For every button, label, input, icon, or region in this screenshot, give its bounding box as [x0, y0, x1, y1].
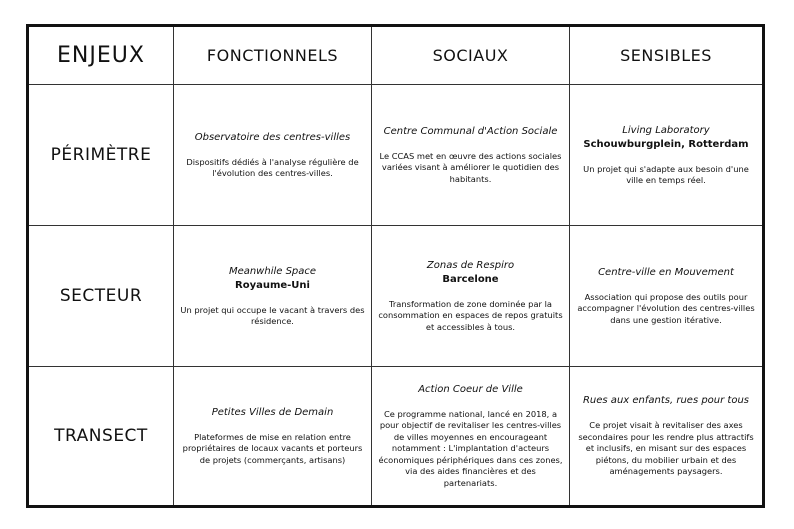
cell-title-text: Action Coeur de Ville [418, 383, 523, 395]
cell-subtitle: Barcelone [442, 273, 499, 285]
cell-title [583, 394, 749, 408]
cell-title-text: Living Laboratory [622, 124, 710, 136]
cell-description: Un projet qui occupe le vacant à travers des résidence. [180, 304, 365, 326]
cell-description: Transformation de zone dominée par la consommation en espaces de repos gratuits et accessibles à tous. [378, 298, 563, 332]
cell-description: Ce projet visait à revitaliser des axes secondaires pour les rendre plus attractifs et inclusifs, en misant sur des espaces piétons, du mobilier urbain et des aménagements paysagers. [578, 420, 754, 477]
cell-subtitle: Schouwburgplein, Rotterdam [583, 138, 749, 150]
table-cell [570, 85, 762, 226]
cell-title [598, 266, 734, 280]
cell-title [229, 265, 316, 293]
cell-title [195, 131, 351, 145]
table-cell [174, 85, 372, 226]
cell-description: Ce programme national, lancé en 2018, a pour objectif de revitaliser les centres-villes de villes moyennes en encourageant notamment : L'implantation d'acteurs économiques périphériques dans ces zones, via des aides financières et des partenariats. [378, 408, 563, 488]
table-cell [174, 367, 372, 505]
corner-header: ENJEUX [29, 27, 174, 85]
cell-title [418, 383, 523, 397]
table-cell [174, 226, 372, 367]
cell-description: Le CCAS met en œuvre des actions sociales variées visant à améliorer le quotidien des habitants. [379, 150, 562, 184]
table-cell [570, 367, 762, 505]
table-cell [372, 367, 570, 505]
enjeux-table [26, 24, 765, 508]
cell-title-text: Observatoire des centres-villes [194, 131, 351, 143]
cell-title-text: Centre-ville en Mouvement [598, 266, 734, 278]
cell-title-text: Meanwhile Space [228, 265, 317, 277]
cell-title [427, 259, 514, 287]
cell-description: Plateformes de mise en relation entre propriétaires de locaux vacants et porteurs de projets (commerçants, artisans) [182, 431, 363, 465]
cell-title-text: Zonas de Respiro [426, 259, 515, 271]
cell-title [384, 125, 558, 139]
column-header-sensibles: SENSIBLES [570, 27, 762, 85]
table-cell [570, 226, 762, 367]
cell-title [212, 406, 334, 420]
row-header-transect: TRANSECT [29, 367, 174, 505]
row-header-secteur: SECTEUR [29, 226, 174, 367]
cell-description: Un projet qui s'adapte aux besoin d'une ville en temps réel. [583, 163, 749, 185]
cell-title [583, 124, 748, 152]
column-header-sociaux: SOCIAUX [372, 27, 570, 85]
cell-description: Dispositifs dédiés à l'analyse régulière de l'évolution des centres-villes. [186, 156, 359, 178]
cell-description: Association qui propose des outils pour accompagner l'évolution des centres-villes dans une gestion itérative. [577, 291, 755, 325]
table-cell [372, 226, 570, 367]
column-header-fonctionnels: FONCTIONNELS [174, 27, 372, 85]
cell-title-text: Petites Villes de Demain [211, 406, 334, 418]
table-cell [372, 85, 570, 226]
cell-title-text: Rues aux enfants, rues pour tous [582, 395, 750, 407]
cell-subtitle: Royaume-Uni [235, 279, 310, 291]
cell-title-text: Centre Communal d'Action Sociale [383, 125, 558, 137]
row-header-perimetre: PÉRIMÈTRE [29, 85, 174, 226]
